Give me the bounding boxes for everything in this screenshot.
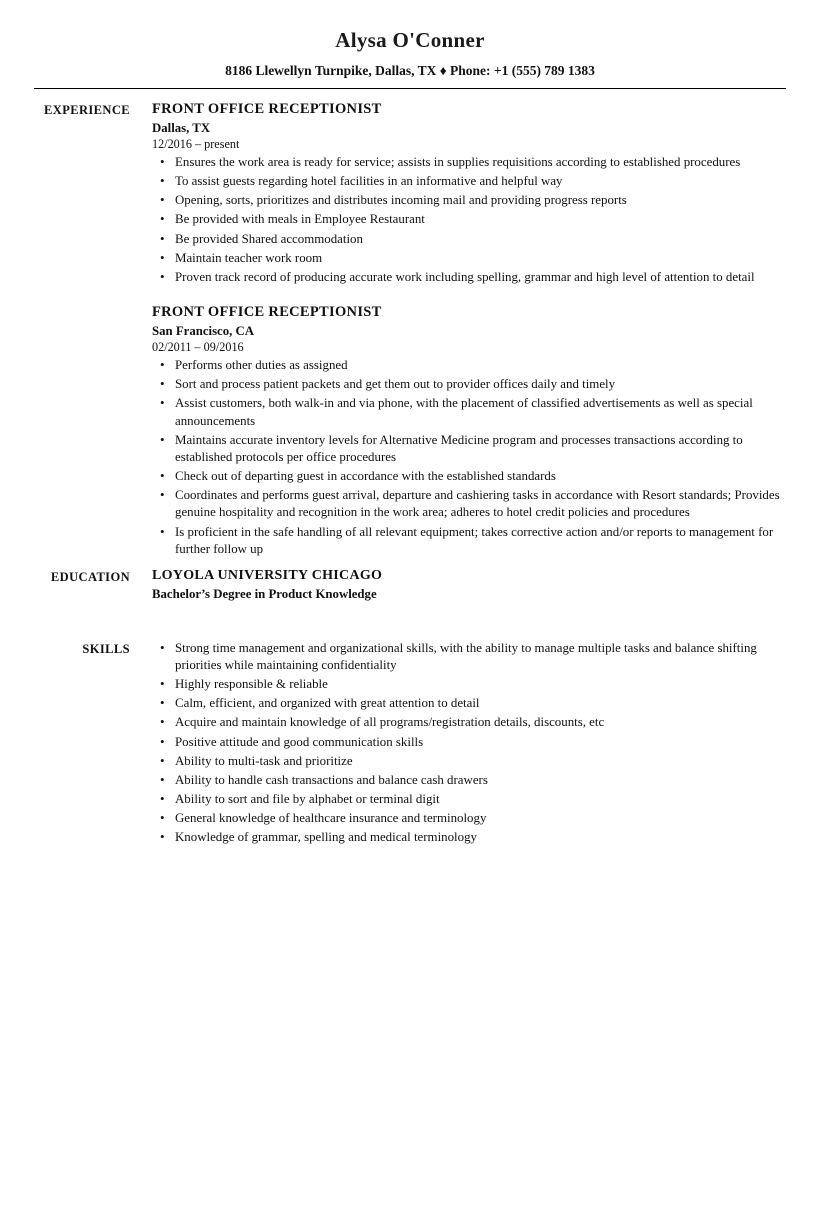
list-item: • Acquire and maintain knowledge of all programs/registration details, discounts, etc (152, 714, 786, 731)
education-section (34, 568, 786, 602)
list-item: • Performs other duties as assigned (152, 357, 786, 374)
list-item: • Ensures the work area is ready for service; assists in supplies requisitions according to established procedures (152, 154, 786, 171)
job-bullet-list (152, 357, 786, 558)
contact-line: 8186 Llewellyn Turnpike, Dallas, TX ♦ Phone: +1 (555) 789 1383 (225, 63, 595, 78)
education-body (152, 568, 786, 602)
job-title: FRONT OFFICE RECEPTIONIST (152, 101, 382, 117)
list-item: • Assist customers, both walk-in and via phone, with the placement of classified advertisements as well as special announcements (152, 395, 786, 429)
list-item: • Check out of departing guest in accordance with the established standards (152, 468, 786, 485)
list-item: • Highly responsible & reliable (152, 676, 786, 693)
experience-entry (152, 304, 786, 558)
section-label-experience: EXPERIENCE (44, 103, 130, 117)
job-bullet-list (152, 154, 786, 286)
section-label-skills: SKILLS (82, 641, 130, 656)
skills-bullet-list (152, 640, 786, 847)
skills-body (152, 640, 786, 849)
list-item: • Positive attitude and good communication skills (152, 734, 786, 751)
list-item: • Sort and process patient packets and get them out to provider offices daily and timely (152, 376, 786, 393)
section-label-education: EDUCATION (50, 569, 130, 584)
job-location: Dallas, TX (152, 121, 211, 135)
experience-entry (152, 101, 786, 286)
list-item: • Opening, sorts, prioritizes and distributes incoming mail and providing progress reports (152, 192, 786, 209)
page-title: Alysa O'Conner (335, 28, 485, 52)
education-school: LOYOLA UNIVERSITY CHICAGO (152, 567, 383, 583)
list-item: • Ability to handle cash transactions and balance cash drawers (152, 772, 786, 789)
list-item: • Knowledge of grammar, spelling and medical terminology (152, 829, 786, 846)
list-item: • Be provided with meals in Employee Restaurant (152, 211, 786, 228)
experience-section (34, 101, 786, 564)
list-item: • Strong time management and organizational skills, with the ability to manage multiple tasks and balance shifting priorities while maintaining confidentiality (152, 640, 786, 674)
list-item: • Coordinates and performs guest arrival, departure and cashiering tasks in accordance with Resort standards; Provides genuine hospitality and recognition in the work area; adheres to hotel credit policies and procedures (152, 487, 786, 521)
list-item: • Be provided Shared accommodation (152, 231, 786, 248)
skills-section (34, 640, 786, 849)
list-item: • Ability to sort and file by alphabet or terminal digit (152, 791, 786, 808)
job-dates: 02/2011 – 09/2016 (152, 340, 244, 355)
list-item: • To assist guests regarding hotel facilities in an informative and helpful way (152, 173, 786, 190)
list-item: • Proven track record of producing accurate work including spelling, grammar and high level of attention to detail (152, 269, 786, 286)
experience-body (152, 101, 786, 564)
section-spacer (34, 606, 786, 640)
list-item: • Calm, efficient, and organized with great attention to detail (152, 695, 786, 712)
list-item: • Is proficient in the safe handling of all relevant equipment; takes corrective action and/or reports to management for further follow up (152, 524, 786, 558)
job-dates: 12/2016 – present (152, 137, 240, 151)
education-entry (152, 568, 786, 602)
job-location: San Francisco, CA (152, 324, 255, 339)
job-title: FRONT OFFICE RECEPTIONIST (152, 304, 382, 321)
list-item: • Ability to multi-task and prioritize (152, 753, 786, 770)
list-item: • General knowledge of healthcare insurance and terminology (152, 810, 786, 827)
list-item: • Maintains accurate inventory levels for Alternative Medicine program and processes transactions according to established protocols per office procedures (152, 432, 786, 466)
header-divider (34, 88, 786, 89)
list-item: • Maintain teacher work room (152, 250, 786, 267)
education-degree: Bachelor’s Degree in Product Knowledge (152, 586, 377, 601)
